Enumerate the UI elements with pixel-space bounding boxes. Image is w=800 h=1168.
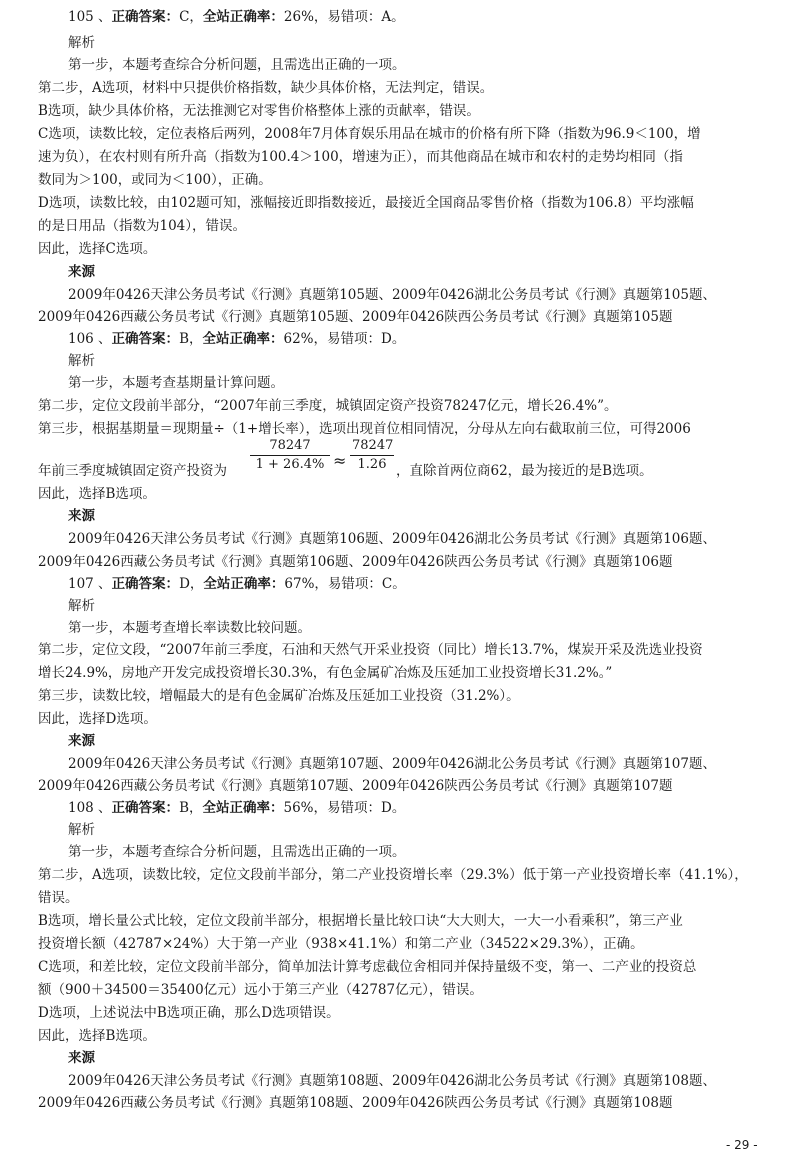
source-heading: 来源 [68,508,95,524]
accuracy-label: 全站正确率： [202,9,284,25]
source-line: 2009年0426天津公务员考试《行测》真题第105题、2009年0426湖北公务员考试《行测》真题第105题、 [68,287,716,303]
analysis-line: C选项，和差比较，定位文段前半部分，简单加法计算考虑截位舍相同并保持量级不变，第一、二产业的投资总 [38,959,697,975]
fraction-exact [250,438,330,473]
conclusion: 因此，选择B选项。 [38,1028,156,1044]
question-number: 105 、 [68,9,112,25]
question-number: 108 、 [68,800,112,816]
conclusion: 因此，选择C选项。 [38,241,157,257]
fraction-numerator: 78247 [269,438,311,453]
analysis-line: 第二步，A选项，材料中只提供价格指数，缺少具体价格，无法判定，错误。 [38,80,494,96]
analysis-line: 第二步，A选项，读数比较，定位文段前半部分，第二产业投资增长率（29.3%）低于第一产业投资增长率（41.1%）， [38,867,748,883]
source-heading: 来源 [68,264,95,280]
source-heading: 来源 [68,1050,95,1066]
accuracy-value: 26%，易错项：A。 [283,9,405,25]
conclusion: 因此，选择D选项。 [38,711,157,727]
analysis-line: 速为负），在农村则有所升高（指数为100.4＞100，增速为正），而其他商品在城市和农村的走势均相同（指 [38,149,683,165]
question-107-header [68,575,406,593]
analysis-line: B选项，增长量公式比较，定位文段前半部分，根据增长量比较口诀“大大则大，一大一小看乘积”，第三产业 [38,913,683,929]
analysis-line: B选项，缺少具体价格，无法推测它对零售价格整体上涨的贡献率，错误。 [38,103,480,119]
question-number: 107 、 [68,576,112,592]
analysis-heading: 解析 [68,353,95,369]
accuracy-value: 62%，易错项：D。 [283,331,406,347]
fraction-bar [350,455,394,456]
page-number: - 29 - [726,1138,758,1152]
analysis-line: 第二步，定位文段前半部分，“2007年前三季度，城镇固定资产投资78247亿元，增长26.4%”。 [38,398,618,414]
analysis-line: 数同为＞100，或同为＜100），正确。 [38,172,272,188]
question-108-header [68,799,405,817]
answer-value: B， [179,331,203,347]
fraction-denominator: 1 + 26.4% [255,457,325,472]
fraction-bar [250,455,330,456]
source-heading: 来源 [68,733,95,749]
analysis-heading: 解析 [68,822,95,838]
answer-value: B， [179,800,203,816]
analysis-line: 增长24.9%，房地产开发完成投资增长30.3%，有色金属矿冶炼及压延加工业投资增长31.2%。” [38,665,613,681]
analysis-line: 第二步，定位文段，“2007年前三季度，石油和天然气开采业投资（同比）增长13.7%，煤炭开采及洗选业投资 [38,642,703,658]
fraction-approx [350,438,394,473]
accuracy-value: 56%，易错项：D。 [283,800,406,816]
source-line: 2009年0426西藏公务员考试《行测》真题第106题、2009年0426陕西公务员考试《行测》真题第106题 [38,554,673,570]
analysis-line: 第一步，本题考查综合分析问题，且需选出正确的一项。 [68,844,406,860]
fraction-denominator: 1.26 [357,457,387,472]
formula-suffix: ，直除首两位商62，最为接近的是B选项。 [396,463,653,479]
question-105-header [68,8,405,26]
answer-label: 正确答案： [111,331,180,347]
accuracy-label: 全站正确率： [203,576,285,592]
analysis-line: 额（900＋34500＝35400亿元）远小于第三产业（42787亿元），错误。 [38,982,483,998]
accuracy-label: 全站正确率： [202,331,284,347]
analysis-line: D选项，上述说法中B选项正确，那么D选项错误。 [38,1005,340,1021]
analysis-heading: 解析 [68,598,95,614]
answer-label: 正确答案： [111,576,180,592]
analysis-line: 第三步，根据基期量＝现期量÷（1+增长率），选项出现首位相同情况，分母从左向右截取前三位，可得2006 [38,421,691,437]
analysis-line: 的是日用品（指数为104），错误。 [38,218,247,234]
approx-sign: ≈ [333,451,347,470]
answer-value: D， [179,576,204,592]
conclusion: 因此，选择B选项。 [38,486,156,502]
accuracy-value: 67%，易错项：C。 [284,576,406,592]
answer-label: 正确答案： [111,9,180,25]
answer-value: C， [179,9,203,25]
analysis-heading: 解析 [68,35,95,51]
analysis-line: D选项，读数比较，由102题可知，涨幅接近即指数接近，最接近全国商品零售价格（指数为106.8）平均涨幅 [38,195,694,211]
question-number: 106 、 [68,331,112,347]
source-line: 2009年0426天津公务员考试《行测》真题第107题、2009年0426湖北公务员考试《行测》真题第107题、 [68,756,716,772]
source-line: 2009年0426天津公务员考试《行测》真题第106题、2009年0426湖北公务员考试《行测》真题第106题、 [68,531,716,547]
fraction-numerator: 78247 [352,438,394,453]
analysis-line: 投资增长额（42787×24%）大于第一产业（938×41.1%）和第二产业（34522×29.3%），正确。 [38,936,644,952]
analysis-line: 第一步，本题考查增长率读数比较问题。 [68,620,311,636]
accuracy-label: 全站正确率： [202,800,284,816]
analysis-line: 第一步，本题考查基期量计算问题。 [68,375,284,391]
formula-prefix: 年前三季度城镇固定资产投资为 [38,463,227,479]
analysis-line: C选项，读数比较，定位表格后两列，2008年7月体育娱乐用品在城市的价格有所下降（指数为96.9＜100，增 [38,126,701,142]
source-line: 2009年0426西藏公务员考试《行测》真题第107题、2009年0426陕西公务员考试《行测》真题第107题 [38,778,673,794]
analysis-line: 错误。 [38,890,79,906]
source-line: 2009年0426西藏公务员考试《行测》真题第105题、2009年0426陕西公务员考试《行测》真题第105题 [38,309,673,325]
analysis-line: 第三步，读数比较，增幅最大的是有色金属矿冶炼及压延加工业投资（31.2%）。 [38,688,520,704]
analysis-line: 第一步，本题考查综合分析问题，且需选出正确的一项。 [68,57,406,73]
source-line: 2009年0426天津公务员考试《行测》真题第108题、2009年0426湖北公务员考试《行测》真题第108题、 [68,1073,716,1089]
answer-label: 正确答案： [111,800,180,816]
source-line: 2009年0426西藏公务员考试《行测》真题第108题、2009年0426陕西公务员考试《行测》真题第108题 [38,1095,673,1111]
question-106-header [68,330,405,348]
